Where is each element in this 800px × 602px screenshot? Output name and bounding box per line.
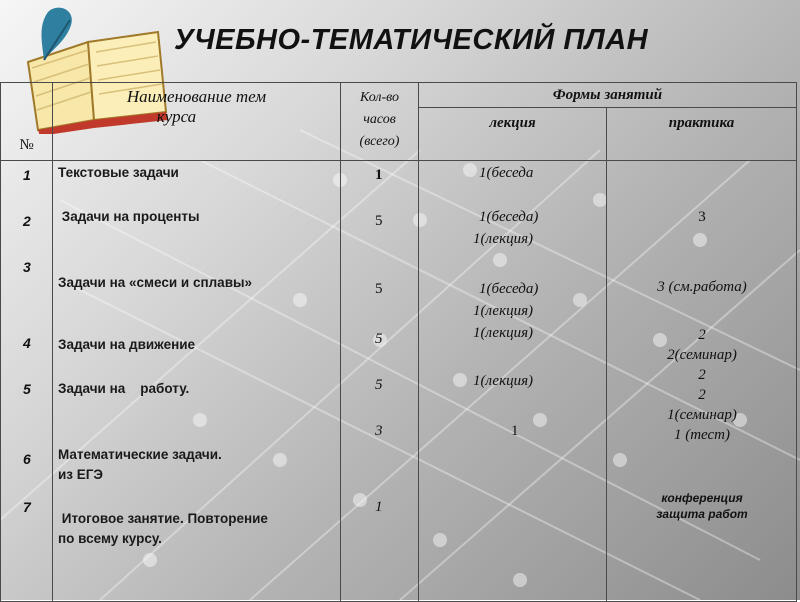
lecture-value: 1(беседа <box>479 165 534 181</box>
hours-value: 5 <box>375 331 383 347</box>
practice-value: 3 (см.работа) <box>657 279 747 295</box>
practice-value: 1 (тест) <box>673 427 731 443</box>
hours-value: 5 <box>375 281 383 297</box>
practice-value: конференция <box>661 491 743 505</box>
row-number: 2 <box>23 213 31 229</box>
header-hours-line3: (всего) <box>359 134 400 149</box>
row-number: 5 <box>23 381 31 397</box>
header-topic-line2: курса <box>156 107 197 126</box>
practice-value: 2(семинар) <box>667 347 737 363</box>
hours-value: 5 <box>375 377 383 393</box>
lecture-value: 1(беседа) <box>479 281 539 297</box>
row-number: 7 <box>23 499 31 515</box>
lecture-value: 1(лекция) <box>473 325 534 341</box>
topic-item: Задачи на проценты <box>58 209 200 224</box>
lecture-value: 1(беседа) <box>479 209 539 225</box>
header-hours-line2: часов <box>363 112 396 127</box>
topic-column <box>53 161 341 602</box>
lecture-value: 1(лекция) <box>473 303 534 319</box>
number-column <box>1 161 53 602</box>
header-topic-line1: Наименование тем <box>126 87 267 106</box>
hours-value: 5 <box>375 213 383 229</box>
header-forms <box>419 83 797 108</box>
practice-value: 2 <box>698 367 706 383</box>
header-practice-label: практика <box>668 115 735 131</box>
lecture-value: 1 <box>511 423 519 439</box>
header-hours <box>341 83 419 161</box>
page-title: УЧЕБНО-ТЕМАТИЧЕСКИЙ ПЛАН <box>174 24 649 56</box>
topic-item: Итоговое занятие. Повторение <box>58 511 268 526</box>
practice-value: 2 <box>698 387 706 403</box>
header-practice <box>607 108 797 161</box>
header-lecture <box>419 108 607 161</box>
row-number: 1 <box>23 167 31 183</box>
practice-value: 2 <box>698 327 706 343</box>
topic-item: Задачи на «смеси и сплавы» <box>58 275 253 290</box>
header-lecture-label: лекция <box>489 115 536 131</box>
row-number: 3 <box>23 259 31 275</box>
practice-column <box>607 161 797 602</box>
curriculum-table <box>0 82 797 602</box>
topic-item: Задачи на движение <box>58 337 196 352</box>
topic-item-continued: по всему курсу. <box>58 531 162 546</box>
practice-value: 1(семинар) <box>667 407 737 423</box>
header-topic-name <box>53 83 341 161</box>
row-number: 6 <box>23 451 31 467</box>
hours-value: 1 <box>375 167 383 183</box>
row-number: 4 <box>23 335 31 351</box>
topic-item: Задачи на работу. <box>58 381 190 396</box>
hours-value: 3 <box>375 423 383 439</box>
hours-column <box>341 161 419 602</box>
lecture-value: 1(лекция) <box>473 231 534 247</box>
topic-item: Математические задачи. <box>58 447 222 462</box>
topic-item: Текстовые задачи <box>58 165 179 180</box>
practice-value: 3 <box>698 209 706 225</box>
header-hours-line1: Кол-во <box>359 90 400 105</box>
lecture-value: 1(лекция) <box>473 373 534 389</box>
practice-value: защита работ <box>656 507 748 521</box>
topic-item-continued: из ЕГЭ <box>58 467 104 482</box>
hours-value: 1 <box>375 499 383 515</box>
lecture-column <box>419 161 607 602</box>
header-forms-label: Формы занятий <box>552 87 663 103</box>
header-number-label: № <box>19 137 34 153</box>
